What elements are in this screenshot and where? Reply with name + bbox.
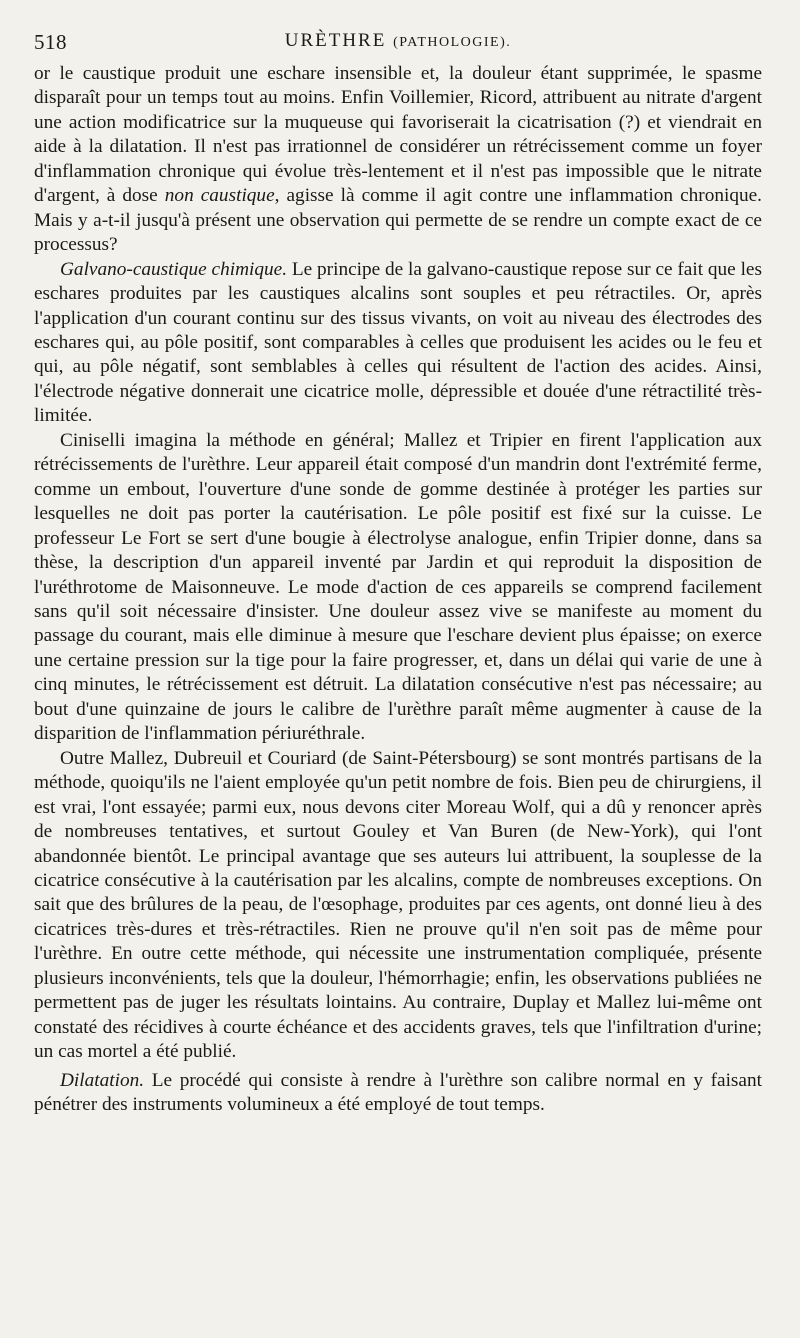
italic-phrase: non caustique bbox=[164, 185, 275, 207]
paragraph-dilatation bbox=[34, 1069, 762, 1118]
paragraph-text: Le principe de la galvano-caustique repose sur ce fait que les eschares produites par les caustiques alcalins sont souples et peu rétractiles. Or, après l'application d'un courant continu sur des tissus vivants, on voit au niveau des électrodes des eschares qui, au pôle positif, sont comparables à celles que produisent les acides ou le feu et qui, au pôle négatif, sont semblables à celles qui résultent de l'action des acides. Ainsi, l'électrode négative donnerait une cicatrice molle, dépressible et douée d'une rétractilité très-limitée. bbox=[34, 258, 762, 427]
paragraph-text: Ciniselli imagina la méthode en général; Mallez et Tripier en firent l'application aux rétrécissements de l'urèthre. Leur appareil était composé d'un mandrin dont l'extrémité ferme, comme un embout, l'ouverture d'une sonde de gomme destinée à protéger les parties sur lesquelles ne doit pas porter la cautérisation. Le pôle positif est fixé sur la cuisse. Le professeur Le Fort se sert d'une bougie à électrolyse analogue, enfin Tripier donne, dans sa thèse, la description d'un appareil inventé par Jardin et qui reproduit la disposition de l'uréthrotome de Maisonneuve. Le mode d'action de ces appareils se comprend facilement sans qu'il soit nécessaire d'insister. Une douleur assez vive se manifeste au moment du passage du courant, mais elle diminue à mesure que l'eschare devient plus épaisse; on exerce une certaine pression sur la tige pour la faire progresser, et, dans un délai qui varie de une à cinq minutes, le rétrécissement est détruit. La dilatation consécutive n'est pas nécessaire; au bout d'une quinzaine de jours le calibre de l'urèthre paraît même augmenter à cause de la disparition de l'inflammation périuréthrale. bbox=[34, 429, 762, 745]
section-heading-italic: Dilatation. bbox=[60, 1069, 145, 1091]
running-title-subtitle: (PATHOLOGIE). bbox=[393, 35, 512, 50]
paragraph-text: Le procédé qui consiste à rendre à l'urèthre son calibre normal en y faisant pénétrer des instruments volumineux a été employé de tout temps. bbox=[34, 1069, 762, 1116]
page-number: 518 bbox=[34, 30, 67, 54]
paragraph-continuation bbox=[34, 62, 762, 258]
body-text bbox=[34, 62, 762, 1117]
running-title-main: URÈTHRE bbox=[284, 30, 387, 51]
paragraph-ciniselli bbox=[34, 429, 762, 747]
running-title bbox=[34, 30, 762, 52]
paragraph-text-tail: , agisse là comme il agit contre une inflammation chronique. Mais y a-t-il jusqu'à présent une observation qui permette de se rendre un compte exact de ce processus? bbox=[34, 185, 763, 256]
paragraph-outre-mallez bbox=[34, 747, 762, 1065]
running-head bbox=[34, 26, 762, 62]
paragraph-galvano-caustique bbox=[34, 258, 762, 429]
section-heading-italic: Galvano-caustique chimique. bbox=[60, 258, 288, 280]
paragraph-text: or le caustique produit une eschare insensible et, la douleur étant supprimée, le spasme disparaît pour un temps tout au moins. Enfin Voillemier, Ricord, attribuent au nitrate d'argent une action modificatrice sur la muqueuse qui favoriserait la cicatrisation (?) et viendrait en aide à la dilatation. Il n'est pas irrationnel de considérer un rétrécissement comme un foyer d'inflammation chronique qui évolue très-lentement et il n'est pas impossible que le nitrate d'argent, à dose bbox=[34, 63, 762, 207]
paragraph-text: Outre Mallez, Dubreuil et Couriard (de Saint-Pétersbourg) se sont montrés partisans de la méthode, quoiqu'ils ne l'aient employée qu'un petit nombre de fois. Bien peu de chirurgiens, il est vrai, l'ont essayée; parmi eux, nous devons citer Moreau Wolf, qui a dû y renoncer après de nombreuses tentatives, et surtout Gouley et Van Buren (de New-York), qui l'ont abandonnée bientôt. Le principal avantage que ses auteurs lui attribuent, la souplesse de la cicatrice consécutive à la cautérisation par les alcalins, compte de nombreuses exceptions. On sait que des brûlures de la peau, de l'œsophage, produites par ces agents, ont donné lieu à des cicatrices très-dures et très-rétractiles. Rien ne prouve qu'il n'en soit pas de même pour l'urèthre. En outre cette méthode, qui nécessite une instrumentation compliquée, présente plusieurs inconvénients, tels que la douleur, l'hémorrhagie; enfin, les observations publiées ne permettent pas de juger les résultats lointains. Au contraire, Duplay et Mallez lui-même ont constaté des récidives à courte échéance et des accidents graves, tels que l'infiltration d'urine; un cas mortel a été publié. bbox=[34, 747, 762, 1063]
